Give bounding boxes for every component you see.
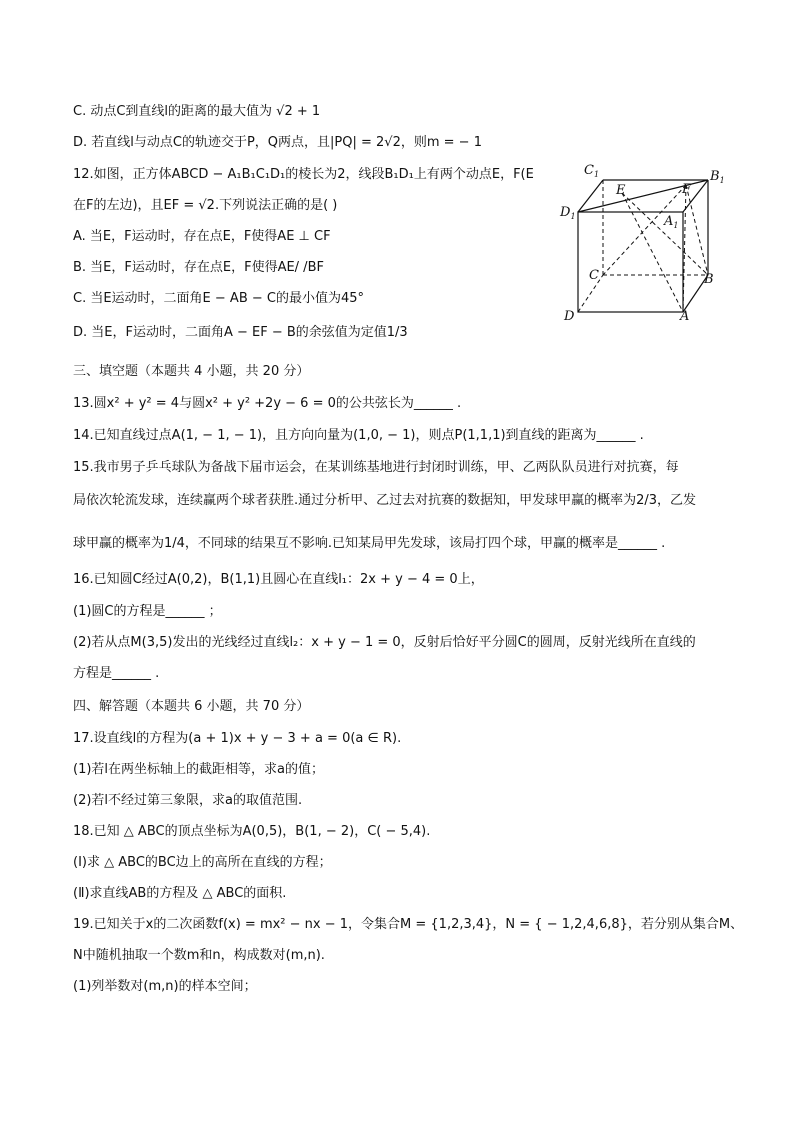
label-b1: $B_1$ (710, 169, 725, 185)
label-a1: $A_1$ (664, 214, 679, 230)
q12-option-c: C. 当E运动时，二面角E − AB − C的最小值为45° (73, 291, 365, 306)
section-3-heading: 三、填空题（本题共 4 小题，共 20 分） (73, 364, 310, 379)
segment-fc (603, 185, 686, 275)
section-4-heading: 四、解答题（本题共 6 小题，共 70 分） (73, 699, 310, 714)
label-c1: $C_1$ (584, 163, 600, 179)
question-18-part-2: (Ⅱ)求直线AB的方程及 △ ABC的面积. (73, 886, 287, 901)
label-f: F (682, 182, 692, 197)
label-c: C (589, 268, 599, 283)
q12-option-d: D. 当E，F运动时，二面角A − EF − B的余弦值为定值1/3 (73, 325, 408, 340)
question-18-part-1: (Ⅰ)求 △ ABC的BC边上的高所在直线的方程； (73, 855, 332, 870)
question-12-line: 12.如图，正方体ABCD − A₁B₁C₁D₁的棱长为2，线段B₁D₁上有两个动点E，F(E (73, 167, 534, 182)
question-16-line: 16.已知圆C经过A(0,2)，B(1,1)且圆心在直线l₁：2x + y − 4 = 0上， (73, 572, 484, 587)
label-b: B (704, 272, 714, 287)
question-16-part-2: (2)若从点M(3,5)发出的光线经过直线l₂：x + y − 1 = 0，反射后恰好平分圆C的圆周，反射光线所在直线的 (73, 635, 696, 650)
option-d-line: D. 若直线l与动点C的轨迹交于P，Q两点，且|PQ| = 2√2，则m = − 1 (73, 135, 482, 150)
question-19-line: 19.已知关于x的二次函数f(x) = mx² − nx − 1，令集合M = {1,2,3,4}，N = { − 1,2,4,6,8}，若分别从集合M、 (73, 917, 744, 932)
cube-figure (558, 160, 728, 328)
segment-ea (622, 193, 683, 312)
question-14-line: 14.已知直线过点A(1, − 1, − 1)，且方向向量为(1,0, − 1)，则点P(1,1,1)到直线的距离为______ . (73, 428, 644, 443)
q12-option-b: B. 当E，F运动时，存在点E，F使得AE/ /BF (73, 260, 324, 275)
question-17-part-1: (1)若l在两坐标轴上的截距相等，求a的值； (73, 762, 324, 777)
segment-fb (686, 185, 708, 275)
question-19-line-2: N中随机抽取一个数m和n，构成数对(m,n). (73, 948, 325, 963)
question-17-line: 17.设直线l的方程为(a + 1)x + y − 3 + a = 0(a ∈ R). (73, 731, 402, 746)
option-c-line: C. 动点C到直线l的距离的最大值为 √2 + 1 (73, 104, 321, 119)
label-a: A (680, 309, 690, 324)
q12-option-a: A. 当E，F运动时，存在点E，F使得AE ⊥ CF (73, 229, 331, 244)
question-16-part-2-line-2: 方程是______ . (73, 666, 160, 681)
segment-eb (622, 193, 708, 275)
question-13-line: 13.圆x² + y² = 4与圆x² + y² +2y − 6 = 0的公共弦长为______ . (73, 396, 462, 411)
question-15-line-3: 球甲赢的概率为1/4，不同球的结果互不影响.已知某局甲先发球，该局打四个球，甲赢的概率是______ . (73, 536, 666, 551)
question-16-part-1: (1)圆C的方程是______ ； (73, 604, 222, 619)
label-d: D (564, 309, 575, 324)
question-18-line: 18.已知 △ ABC的顶点坐标为A(0,5)，B(1, − 2)，C( − 5,4). (73, 824, 431, 839)
question-15-line: 15.我市男子乒乓球队为备战下届市运会，在某训练基地进行封闭时训练，甲、乙两队队员进行对抗赛，每 (73, 460, 679, 475)
label-e: E (616, 183, 626, 198)
label-d1: $D_1$ (560, 205, 576, 221)
question-15-line-2: 局依次轮流发球，连续赢两个球者获胜.通过分析甲、乙过去对抗赛的数据知，甲发球甲赢的概率为2/3，乙发 (73, 493, 697, 508)
question-19-part-1: (1)列举数对(m,n)的样本空间； (73, 979, 257, 994)
question-17-part-2: (2)若l不经过第三象限，求a的取值范围. (73, 793, 303, 808)
question-12-line-2: 在F的左边)，且EF = √2.下列说法正确的是( ) (73, 198, 338, 213)
